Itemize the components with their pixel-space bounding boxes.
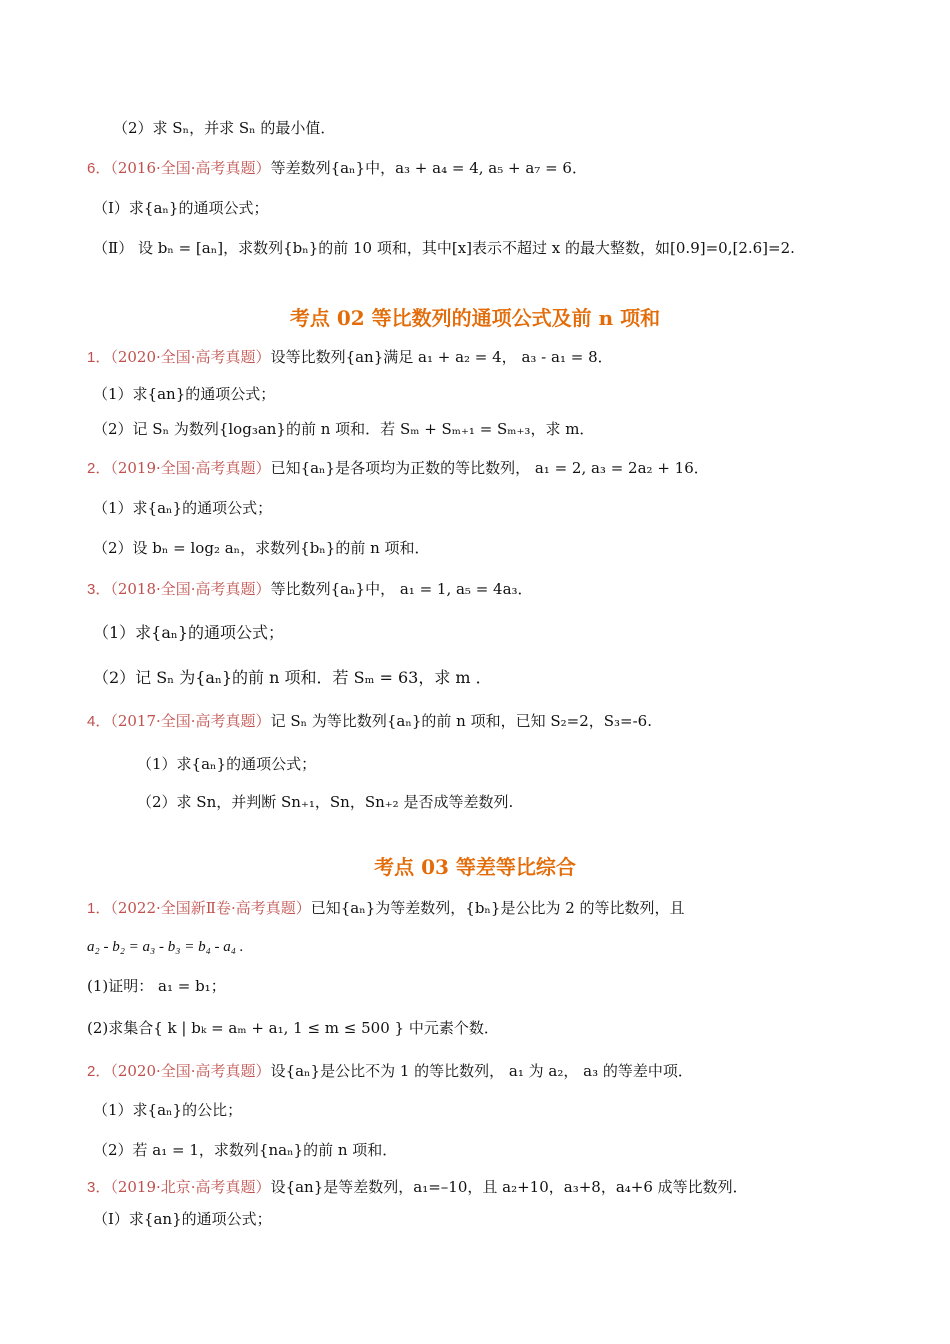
problem-source: （2020·全国·高考真题） <box>110 1062 271 1080</box>
subquestion-2: （2）记 Sₙ 为{aₙ}的前 n 项和．若 Sₘ = 63，求 m ． <box>93 668 492 687</box>
problem-text: 已知{aₙ}为等差数列，{bₙ}是公比为 2 的等比数列，且 <box>310 899 685 917</box>
problem-number: 3． <box>87 1179 111 1196</box>
problem-number: 2． <box>87 1063 111 1080</box>
problem-number: 1． <box>87 349 111 366</box>
problem-text: 设{an}是等差数列，a₁=–10，且 a₂+10，a₃+8，a₄+6 成等比数列． <box>270 1178 748 1196</box>
problem-number: 1． <box>87 900 111 917</box>
line-2-find-sn: （2）求 Sₙ，并求 Sₙ 的最小值． <box>113 119 336 137</box>
problem-text: 记 Sₙ 为等比数列{aₙ}的前 n 项和，已知 S₂=2，S₃=-6. <box>270 712 652 730</box>
subquestion-1: （1）求{aₙ}的通项公式； <box>93 499 273 517</box>
problem-text: 等差数列{aₙ}中，a₃ + a₄ = 4, a₅ + a₇ = 6． <box>270 159 587 177</box>
subquestion-1: （1）求{aₙ}的通项公式； <box>93 623 285 642</box>
subquestion-1: （1）求{aₙ}的公比； <box>93 1101 243 1119</box>
subquestion-1: （1）求{aₙ}的通项公式； <box>137 755 317 773</box>
subquestion-1: (1)证明： a₁ = b₁； <box>87 977 226 995</box>
problem-source: （2018·全国·高考真题） <box>110 580 271 598</box>
problem-3 <box>87 1176 748 1199</box>
problem-source: （2020·全国·高考真题） <box>110 348 271 366</box>
subquestion-2: （2）设 bₙ = log₂ aₙ，求数列{bₙ}的前 n 项和． <box>93 539 430 557</box>
problem-source: （2019·全国·高考真题） <box>110 459 271 477</box>
problem-3 <box>87 578 533 601</box>
problem-1 <box>87 346 613 369</box>
subquestion-2: （Ⅱ） 设 bₙ = [aₙ]，求数列{bₙ}的前 10 项和，其中[x]表示不超过 x 的最大整数，如[0.9]=0,[2.6]=2. <box>93 239 795 257</box>
section-heading-03: 考点 03 等差等比综合 <box>374 855 576 879</box>
problem-source: （2019·北京·高考真题） <box>110 1178 271 1196</box>
problem-text: 等比数列{aₙ}中， a₁ = 1, a₅ = 4a₃． <box>270 580 533 598</box>
problem-2 <box>87 1060 693 1083</box>
problem-number: 2． <box>87 460 111 477</box>
problem-1 <box>87 897 685 920</box>
problem-text: 已知{aₙ}是各项均为正数的等比数列， a₁ = 2, a₃ = 2a₂ + 16． <box>270 459 709 477</box>
section-heading-02: 考点 02 等比数列的通项公式及前 n 项和 <box>289 306 661 330</box>
subquestion-2: （2）若 a₁ = 1，求数列{naₙ}的前 n 项和． <box>93 1141 398 1159</box>
problem-condition: a₂ - b₂ = a₃ - b₃ = b₄ - a₄ . <box>87 939 244 955</box>
problem-source: （2022·全国新Ⅱ卷·高考真题） <box>110 899 311 917</box>
problem-number: 3． <box>87 581 111 598</box>
subquestion-1: （Ⅰ）求{aₙ}的通项公式； <box>93 199 269 217</box>
problem-source: （2016·全国·高考真题） <box>110 159 271 177</box>
problem-text: 设{aₙ}是公比不为 1 的等比数列， a₁ 为 a₂， a₃ 的等差中项． <box>270 1062 693 1080</box>
subquestion-2: （2）求 Sn，并判断 Sn₊₁，Sn，Sn₊₂ 是否成等差数列. <box>137 793 514 811</box>
problem-6 <box>87 157 587 180</box>
subquestion-2: （2）记 Sₙ 为数列{log₃an}的前 n 项和．若 Sₘ + Sₘ₊₁ = Sₘ₊₃，求 m． <box>93 420 595 438</box>
problem-number: 6． <box>87 160 111 177</box>
subquestion-1: （1）求{an}的通项公式； <box>93 385 276 403</box>
problem-source: （2017·全国·高考真题） <box>110 712 271 730</box>
subquestion-1: （Ⅰ）求{an}的通项公式； <box>93 1210 272 1228</box>
problem-2 <box>87 457 709 480</box>
problem-number: 4． <box>87 713 111 730</box>
problem-text: 设等比数列{an}满足 a₁ + a₂ = 4， a₃ - a₁ = 8． <box>270 348 613 366</box>
subquestion-2: (2)求集合{ k | bₖ = aₘ + a₁, 1 ≤ m ≤ 500 } 中元素个数． <box>87 1019 499 1037</box>
problem-4 <box>87 710 652 733</box>
